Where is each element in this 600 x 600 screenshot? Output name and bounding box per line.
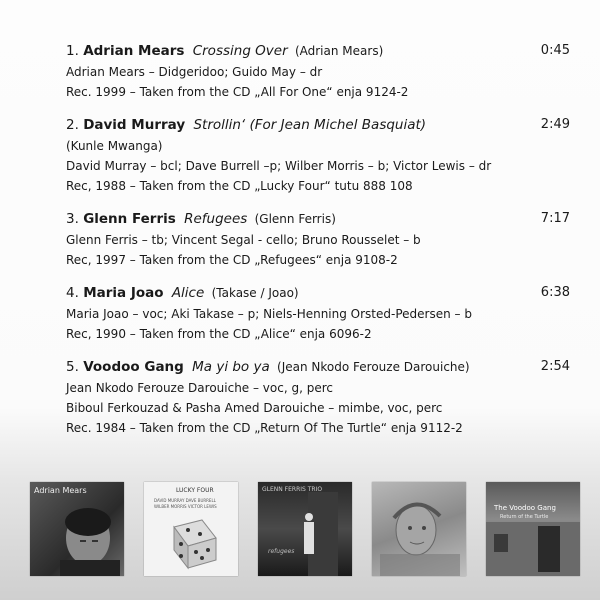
cover-title: GLENN FERRIS TRIO <box>262 486 323 493</box>
track-personnel-2: Biboul Ferkouzad & Pasha Amed Darouiche – mimbe, voc, perc <box>66 401 443 415</box>
track-title: Strollin‘ (For Jean Michel Basquiat) <box>193 117 427 133</box>
track-artist: Maria Joao <box>83 285 164 301</box>
track-duration: 2:49 <box>540 117 570 132</box>
track-title: Crossing Over <box>192 43 288 59</box>
cover-names-1: DAVID MURRAY DAVE BURRELL <box>154 498 216 503</box>
track-composer: (Adrian Mears) <box>294 44 384 58</box>
album-cover-return-of-the-turtle <box>486 482 580 576</box>
track-list <box>66 40 570 450</box>
track-artist: David Murray <box>83 117 186 133</box>
track-item <box>66 208 570 270</box>
building-image <box>486 482 580 576</box>
album-cover-refugees <box>258 482 352 576</box>
cover-names-2: WILBER MORRIS VICTOR LEWIS <box>154 504 217 509</box>
portrait-image <box>30 482 124 576</box>
track-number: 4. <box>66 285 79 301</box>
album-cover-all-for-one <box>30 482 124 576</box>
track-title: Ma yi bo ya <box>192 359 270 375</box>
track-title: Alice <box>171 285 205 301</box>
track-number: 3. <box>66 211 79 227</box>
cover-title: LUCKY FOUR <box>176 487 214 494</box>
track-duration: 0:45 <box>540 43 570 58</box>
track-recording-info: Rec, 1990 – Taken from the CD „Alice“ enja 6096-2 <box>66 327 372 341</box>
track-composer-line: (Kunle Mwanga) <box>66 139 163 153</box>
track-duration: 6:38 <box>540 285 570 300</box>
track-item <box>66 40 570 102</box>
cover-subtitle: refugees <box>268 548 295 555</box>
track-item <box>66 356 570 438</box>
track-personnel: Jean Nkodo Ferouze Darouiche – voc, g, perc <box>66 381 333 395</box>
track-number: 5. <box>66 359 79 375</box>
track-recording-info: Rec. 1984 – Taken from the CD „Return Of The Turtle“ enja 9112-2 <box>66 421 463 435</box>
album-covers-strip <box>28 482 580 578</box>
cover-title: The Voodoo Gang <box>494 504 556 512</box>
track-artist: Glenn Ferris <box>83 211 176 227</box>
track-composer: (Glenn Ferris) <box>254 212 336 226</box>
track-header <box>66 282 570 304</box>
figure-image <box>258 482 352 576</box>
track-personnel: Adrian Mears – Didgeridoo; Guido May – dr <box>66 65 323 79</box>
track-personnel: Maria Joao – voc; Aki Takase – p; Niels-Henning Orsted-Pedersen – b <box>66 307 472 321</box>
cover-subtitle: Return of the Turtle <box>500 514 549 520</box>
track-composer: (Jean Nkodo Ferouze Darouiche) <box>277 360 470 374</box>
track-header <box>66 114 570 136</box>
track-artist: Adrian Mears <box>83 43 185 59</box>
track-recording-info: Rec, 1997 – Taken from the CD „Refugees“ enja 9108-2 <box>66 253 398 267</box>
track-composer: (Takase / Joao) <box>211 286 299 300</box>
track-recording-info: Rec. 1999 – Taken from the CD „All For One“ enja 9124-2 <box>66 85 409 99</box>
album-cover-lucky-four <box>144 482 238 576</box>
track-title: Refugees <box>184 211 248 227</box>
dice-image <box>144 482 238 576</box>
track-header <box>66 208 570 230</box>
cover-title: Adrian Mears <box>34 486 87 495</box>
track-item <box>66 114 570 196</box>
track-number: 2. <box>66 117 79 133</box>
track-recording-info: Rec, 1988 – Taken from the CD „Lucky Four“ tutu 888 108 <box>66 179 413 193</box>
track-personnel: Glenn Ferris – tb; Vincent Segal - cello; Bruno Rousselet – b <box>66 233 421 247</box>
track-number: 1. <box>66 43 79 59</box>
track-duration: 2:54 <box>540 359 570 374</box>
track-personnel: David Murray – bcl; Dave Burrell –p; Wilber Morris – b; Victor Lewis – dr <box>66 159 492 173</box>
track-item <box>66 282 570 344</box>
track-artist: Voodoo Gang <box>83 359 184 375</box>
track-duration: 7:17 <box>540 211 570 226</box>
album-cover-alice <box>372 482 466 576</box>
track-header <box>66 40 570 62</box>
painting-image <box>372 482 466 576</box>
track-header <box>66 356 570 378</box>
